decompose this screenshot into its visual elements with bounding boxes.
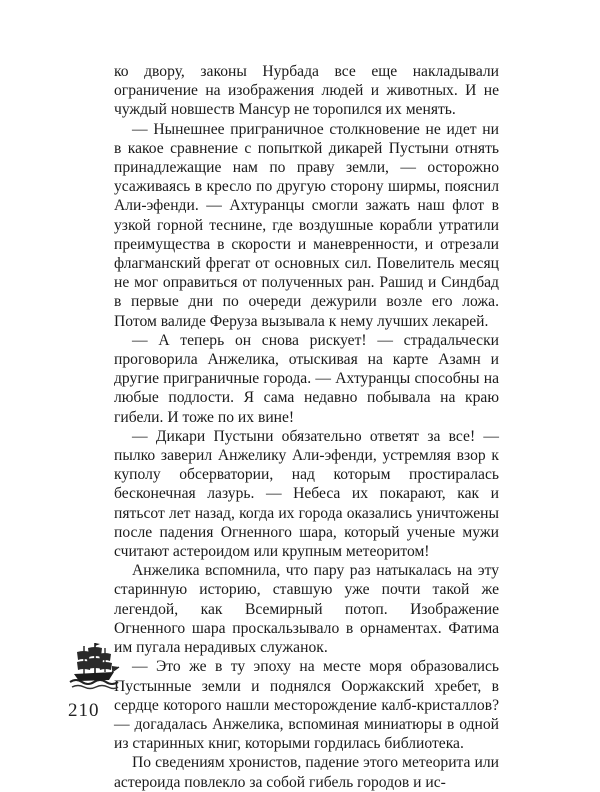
sailing-ship-icon bbox=[68, 640, 120, 692]
body-text bbox=[114, 62, 499, 792]
page-footer bbox=[68, 640, 128, 730]
page-number: 210 bbox=[68, 700, 100, 721]
paragraph: Анжелика вспомнила, что пару раз натыкалась на эту старинную историю, ставшую уже почти такой же легендой, как Всемирный потоп. Изображение Огненного шара проскальзывало в орнаментах. Фатима им пугала нерадивых служанок. bbox=[114, 562, 499, 657]
paragraph: — Нынешнее приграничное столкновение не идет ни в какое сравнение с попыткой дикарей Пустыни отнять принадлежащие нам по праву земли, — осторожно усаживаясь в кресло по другую сторону ширмы, пояснил Али-эфенди. — Ахтуранцы смогли зажать наш флот в узкой горной теснине, где воздушные корабли утратили преимущества в скорости и маневренности, и отрезали флагманский фрегат от основных сил. Повелитель месяц не мог оправиться от полученных ран. Рашид и Синдбад в первые дни по очереди дежурили возле его ложа. Потом валиде Феруза вызывала к нему лучших лекарей. bbox=[114, 120, 499, 330]
paragraph: — Дикари Пустыни обязательно ответят за все! — пылко заверил Анжелику Али-эфенди, устремляя взор к куполу обсерватории, над которым простиралась бесконечная лазурь. — Небеса их покарают, как и пятьсот лет назад, когда их города оказались уничтожены после падения Огненного шара, который ученые мужи считают астероидом или крупным метеоритом! bbox=[114, 427, 499, 561]
paragraph: ко двору, законы Нурбада все еще накладывали ограничение на изображения людей и животных. И не чуждый новшеств Мансур не торопился их менять. bbox=[114, 63, 499, 119]
paragraph: По сведениям хронистов, падение этого метеорита или астероида повлекло за собой гибель городов и ис- bbox=[114, 754, 499, 791]
paragraph: — Это же в ту эпоху на месте моря образовались Пустынные земли и поднялся Ооржакский хребет, в сердце которого нашли месторождение калб-кристаллов? — догадалась Анжелика, вспоминая миниатюры в одной из старинных книг, которыми гордилась библиотека. bbox=[114, 658, 499, 753]
paragraph: — А теперь он снова рискует! — страдальчески проговорила Анжелика, отыскивая на карте Азамн и другие приграничные города. — Ахтуранцы способны на любые подлости. Я сама недавно побывала на краю гибели. И тоже по их вине! bbox=[114, 331, 499, 426]
